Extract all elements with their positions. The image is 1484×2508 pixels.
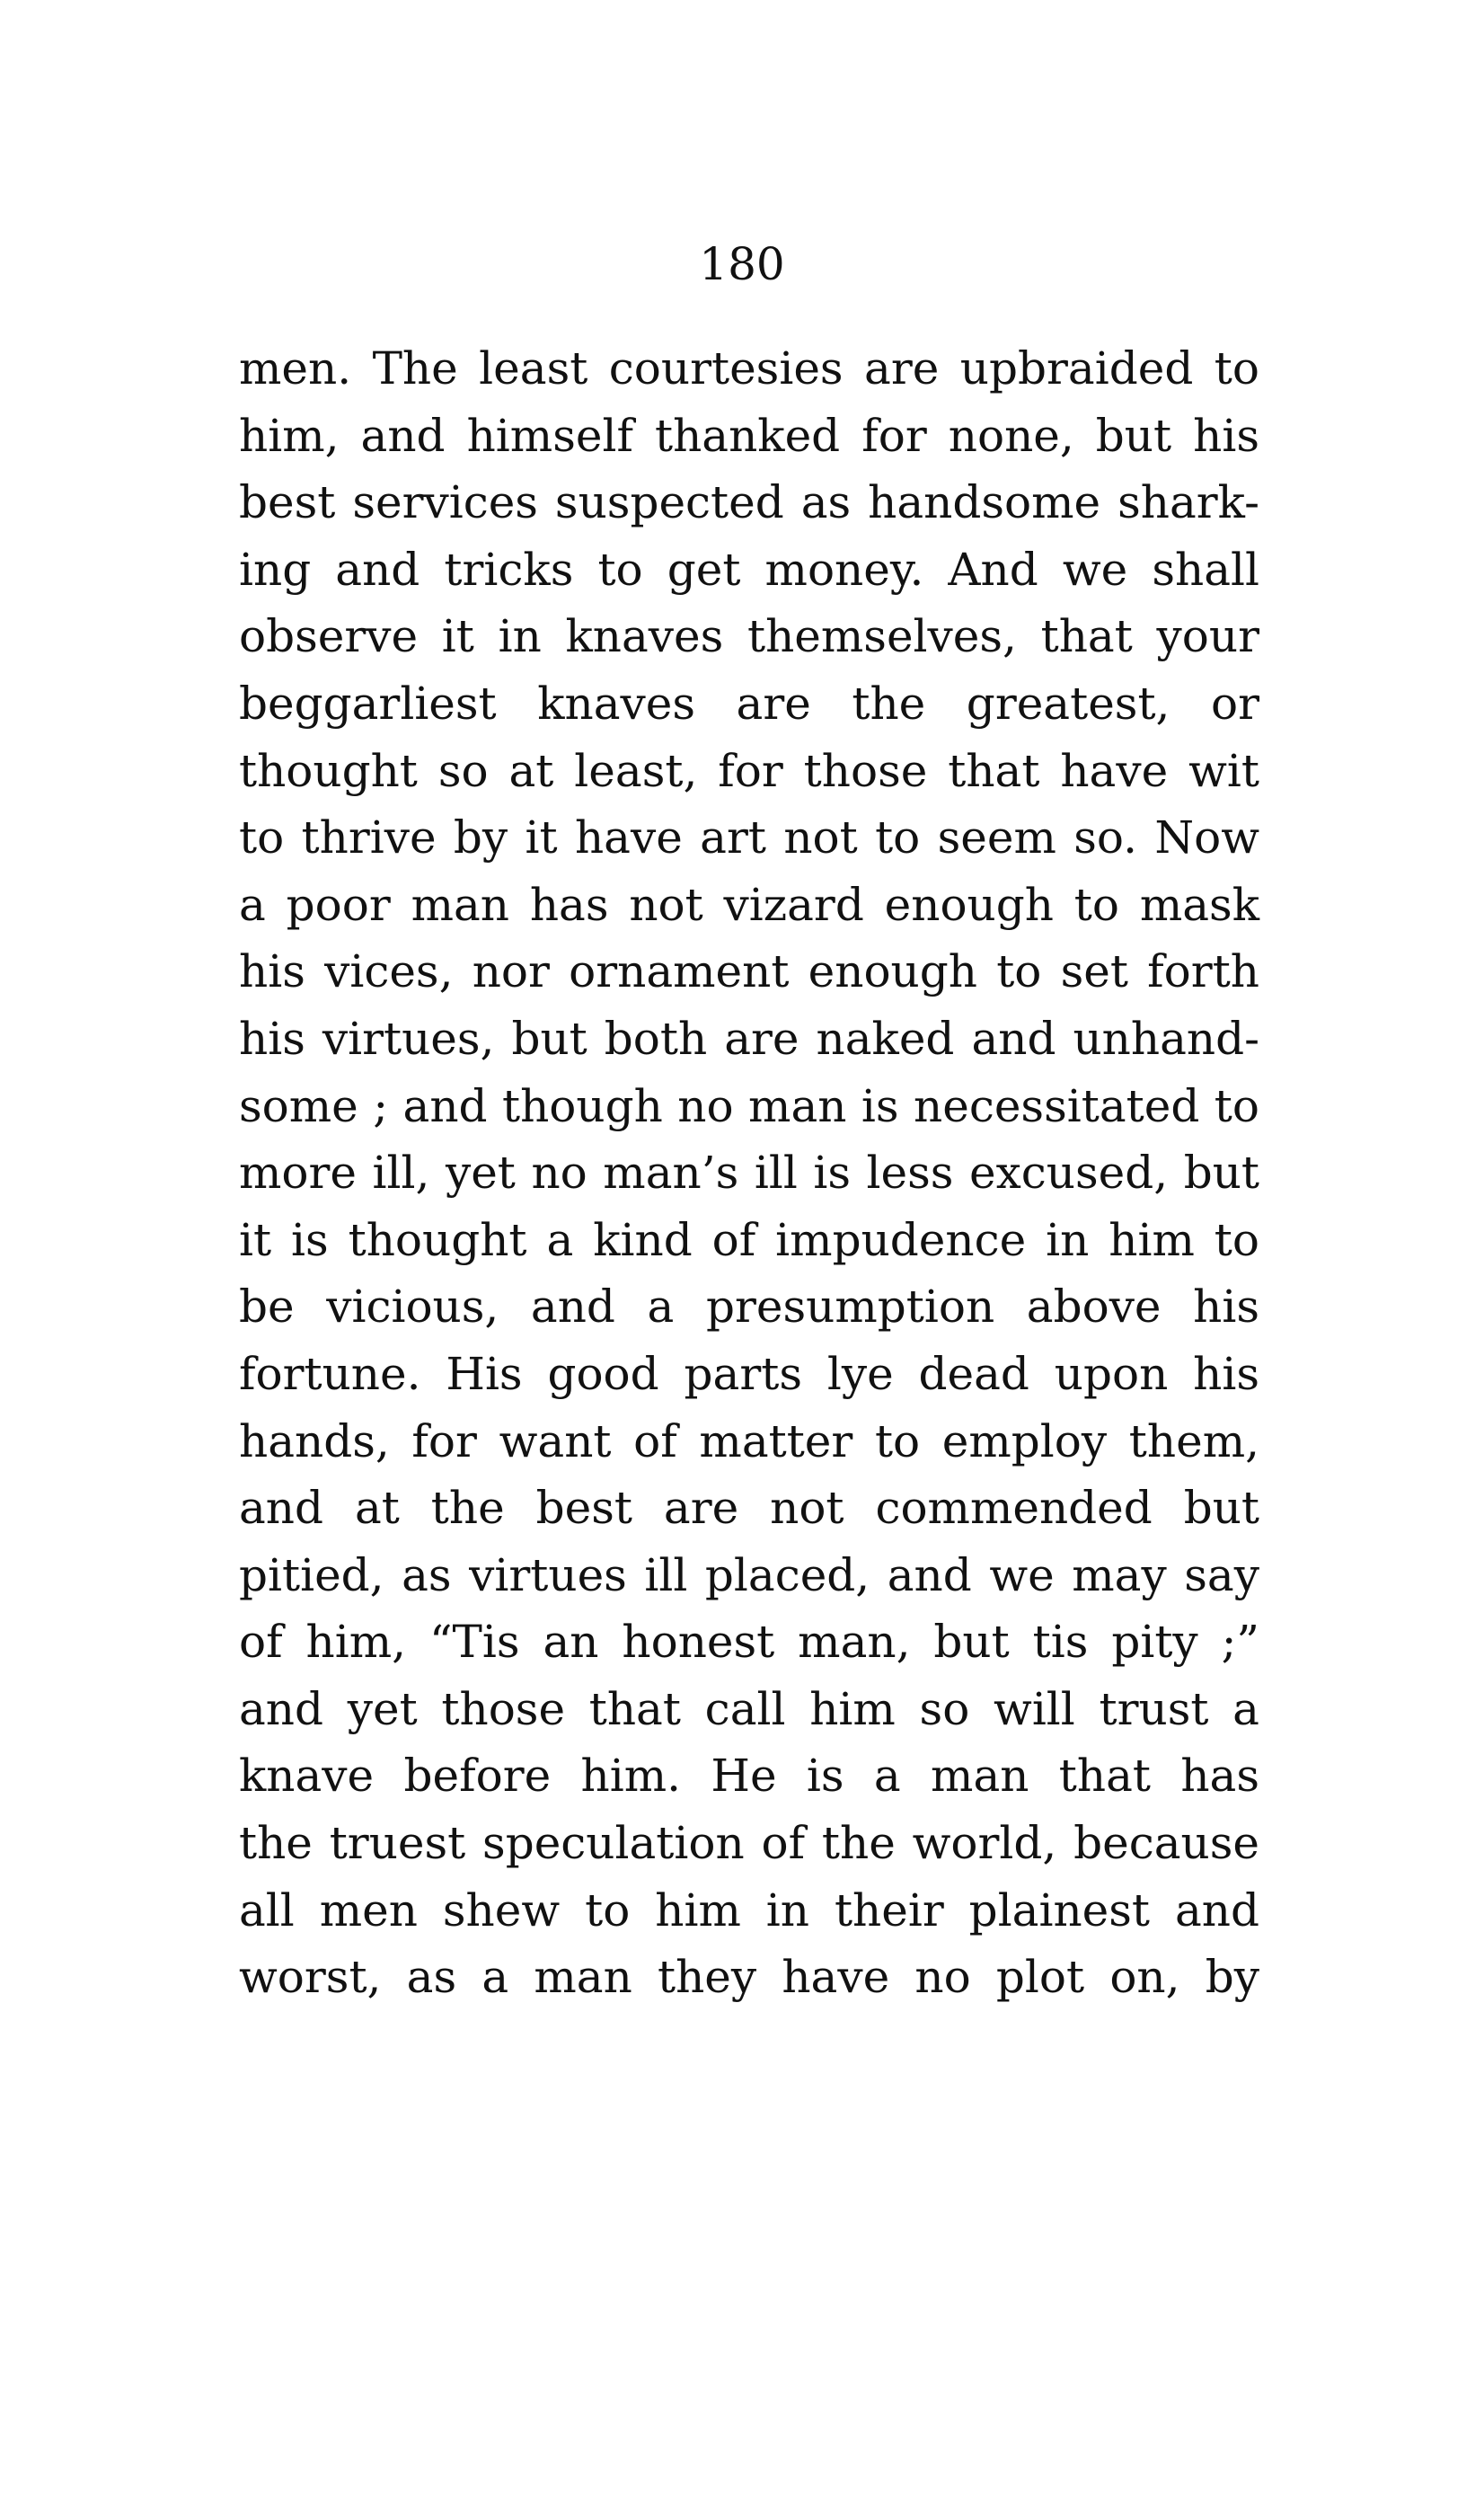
text-line: best services suspected as handsome shark- [239,476,1259,529]
text-line: more ill, yet no man’s ill is less excused, but [239,1147,1259,1200]
text-line: some ; and though no man is necessitated to [239,1079,1259,1132]
text-line: of him, “Tis an honest man, but tis pity ;” [239,1616,1259,1669]
text-line: hands, for want of matter to employ them, [239,1414,1259,1467]
text-line: to thrive by it have art not to seem so. Now [239,811,1259,864]
text-line: him, and himself thanked for none, but his [239,409,1259,462]
text-line: and at the best are not commended but [239,1482,1259,1535]
text-line: observe it in knaves themselves, that your [239,610,1259,663]
text-line: a poor man has not vizard enough to mask [239,878,1259,931]
page-number: 180 [699,238,785,290]
text-line: his vices, nor ornament enough to set forth [239,945,1259,998]
text-line: the truest speculation of the world, because [239,1817,1259,1870]
text-line: and yet those that call him so will trust a [239,1682,1259,1735]
text-line: beggarliest knaves are the greatest, or [239,677,1259,730]
text-line: it is thought a kind of impudence in him to [239,1213,1259,1266]
body-text [239,335,1259,2011]
text-line: all men shew to him in their plainest and [239,1883,1259,1936]
text-line: worst, as a man they have no plot on, by [239,1951,1259,2004]
text-line: ing and tricks to get money. And we shall [239,543,1259,596]
text-line: pitied, as virtues ill placed, and we may say [239,1548,1259,1601]
text-line: knave before him. He is a man that has [239,1750,1259,1803]
text-line: fortune. His good parts lye dead upon his [239,1347,1259,1400]
text-line: thought so at least, for those that have wit [239,744,1259,797]
text-line: be vicious, and a presumption above his [239,1281,1259,1334]
text-line: men. The least courtesies are upbraided to [239,342,1259,394]
text-line: his virtues, but both are naked and unhand- [239,1012,1259,1065]
